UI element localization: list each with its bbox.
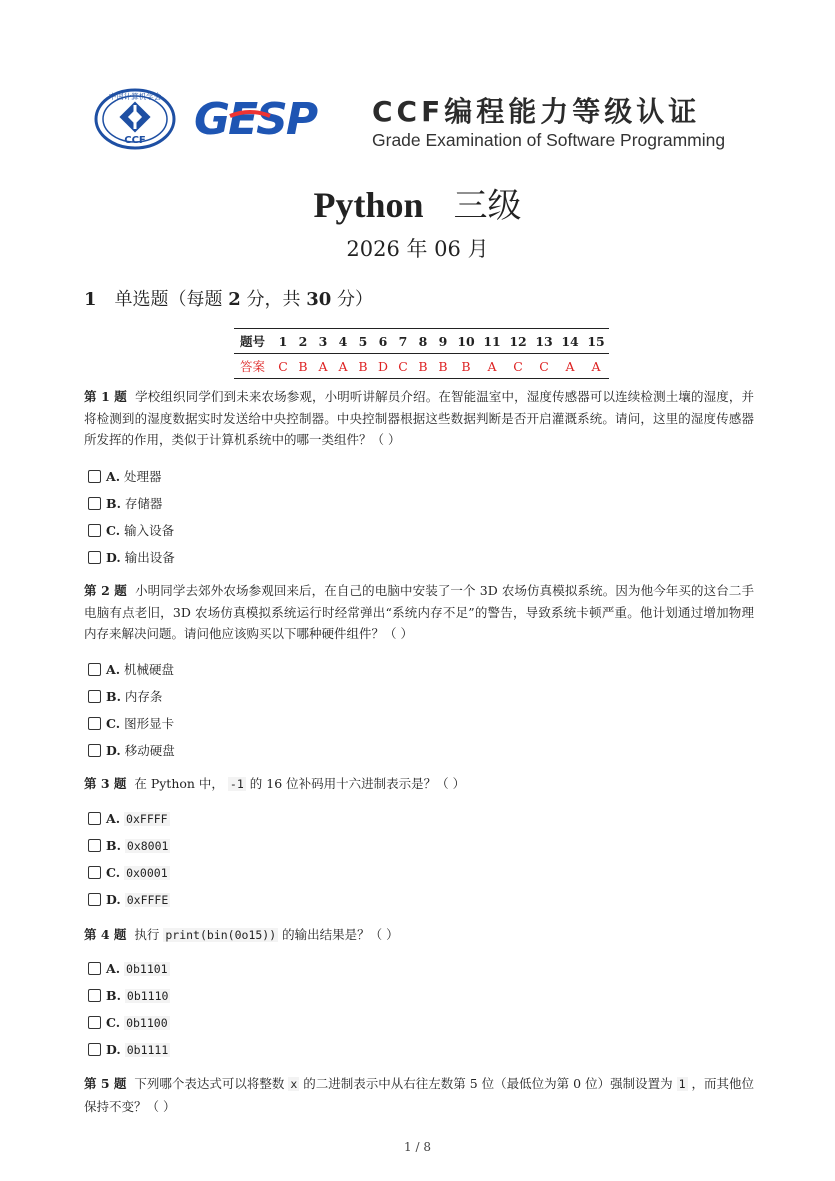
- option-text: 图形显卡: [124, 716, 175, 731]
- checkbox-icon[interactable]: [88, 1043, 101, 1056]
- option-letter: C.: [106, 1015, 121, 1030]
- option-text: 输入设备: [124, 523, 175, 538]
- q1-option-d[interactable]: [88, 549, 175, 567]
- answer-table-number: 5: [353, 329, 373, 354]
- question-text-pre: 在 Python 中，: [134, 776, 224, 791]
- option-code: 0x8001: [126, 839, 169, 853]
- answer-table-answer: A: [333, 354, 353, 379]
- option-code: 0xFFFE: [126, 893, 169, 907]
- q4-option-c[interactable]: [88, 1014, 170, 1032]
- answer-table-answer: B: [353, 354, 373, 379]
- gesp-logo: [192, 94, 352, 144]
- option-letter: B.: [106, 496, 121, 511]
- cert-title: CCF编程能力等级认证: [372, 95, 701, 128]
- option-letter: B.: [106, 838, 121, 853]
- title-level: 三级: [453, 186, 522, 226]
- option-text: 处理器: [124, 469, 162, 484]
- section-number: 1: [84, 289, 97, 310]
- answer-table-answer: C: [393, 354, 413, 379]
- section-post: 分）: [331, 289, 374, 310]
- option-letter: C.: [106, 716, 121, 731]
- inline-code: print(bin(0o15)): [165, 928, 277, 942]
- question-2: [84, 580, 754, 645]
- question-4: [84, 924, 754, 947]
- checkbox-icon[interactable]: [88, 663, 101, 676]
- option-letter: A.: [106, 961, 121, 976]
- page-header: [92, 86, 752, 156]
- q3-option-a[interactable]: [88, 810, 170, 828]
- option-letter: D.: [106, 1042, 121, 1057]
- answer-table: [234, 328, 609, 379]
- option-code: 0b1111: [126, 1043, 169, 1057]
- q3-option-d[interactable]: [88, 891, 170, 909]
- answer-table-number: 14: [557, 329, 583, 354]
- option-code: 0xFFFF: [126, 812, 168, 826]
- question-text-post: ，而其他位保持不变？（ ）: [84, 1076, 755, 1114]
- answer-table-number: 11: [479, 329, 505, 354]
- checkbox-icon[interactable]: [88, 962, 101, 975]
- option-letter: B.: [106, 988, 121, 1003]
- question-label: 第 2 题: [84, 583, 127, 598]
- option-letter: A.: [106, 662, 121, 677]
- answer-table-answer: C: [273, 354, 293, 379]
- answer-table-number: 4: [333, 329, 353, 354]
- checkbox-icon[interactable]: [88, 497, 101, 510]
- option-text: 内存条: [124, 689, 163, 704]
- answer-table-number: 9: [433, 329, 453, 354]
- q2-option-b[interactable]: [88, 688, 162, 706]
- option-text: 移动硬盘: [124, 743, 175, 758]
- answer-table-answer: A: [583, 354, 609, 379]
- ccf-logo-text: 中国计算机学会: [108, 92, 162, 101]
- question-text-pre: 执行: [134, 927, 160, 942]
- option-letter: A.: [106, 811, 121, 826]
- section-pre: 单选题（每题: [114, 289, 229, 310]
- q4-option-b[interactable]: [88, 987, 170, 1005]
- answer-table-number: 15: [583, 329, 609, 354]
- q1-option-b[interactable]: [88, 495, 162, 513]
- answer-table-answer: C: [531, 354, 557, 379]
- answer-table-number: 10: [453, 329, 479, 354]
- q2-option-d[interactable]: [88, 742, 175, 760]
- option-letter: B.: [106, 689, 121, 704]
- option-letter: C.: [106, 865, 121, 880]
- question-label: 第 4 题: [84, 927, 127, 942]
- question-text: 小明同学去郊外农场参观回来后，在自己的电脑中安装了一个 3D 农场仿真模拟系统。因为他今年买的这台二手电脑有点老旧，3D 农场仿真模拟系统运行时经常弹出“系统内存不足”的警告，导致系统卡顿严重。他计划通过增加物理内存来解决问题。请问他应该购买以下哪种硬件组件？（ ）: [84, 583, 755, 641]
- answer-table-number: 6: [373, 329, 393, 354]
- inline-code: -1: [229, 777, 244, 791]
- ccf-logo-abbr: CCF: [124, 135, 146, 146]
- q4-option-d[interactable]: [88, 1041, 170, 1059]
- question-text: 学校组织同学们到未来农场参观，小明听讲解员介绍。在智能温室中，湿度传感器可以连续检测土壤的湿度，并将检测到的湿度数据实时发送给中央控制器。中央控制器根据这些数据判断是否开启灌溉系统。请问，这里的湿度传感器所发挥的作用，类似于计算机系统中的哪一类组件？（ ）: [84, 389, 754, 447]
- page-title: [0, 178, 835, 227]
- q3-option-b[interactable]: [88, 837, 170, 855]
- inline-code: 1: [678, 1077, 686, 1091]
- answer-table-number: 3: [313, 329, 333, 354]
- option-letter: C.: [106, 523, 121, 538]
- checkbox-icon[interactable]: [88, 551, 101, 564]
- option-letter: D.: [106, 550, 121, 565]
- option-text: 存储器: [124, 496, 163, 511]
- question-text-post: 的 16 位补码用十六进制表示是？（ ）: [249, 776, 466, 791]
- page-number: 1 / 8: [404, 1140, 431, 1154]
- q3-option-c[interactable]: [88, 864, 170, 882]
- answer-table-answer: B: [413, 354, 433, 379]
- checkbox-icon[interactable]: [88, 690, 101, 703]
- answer-table-number: 7: [393, 329, 413, 354]
- answer-table-answer: A: [557, 354, 583, 379]
- q1-option-a[interactable]: [88, 468, 162, 486]
- option-code: 0b1100: [126, 1016, 168, 1030]
- q2-option-c[interactable]: [88, 715, 174, 733]
- option-text: 输出设备: [124, 550, 175, 565]
- option-code: 0x0001: [126, 866, 168, 880]
- q2-option-a[interactable]: [88, 661, 174, 679]
- question-label: 第 1 题: [84, 389, 127, 404]
- question-1: [84, 386, 754, 451]
- question-5: [84, 1073, 754, 1117]
- answer-table-number: 1: [273, 329, 293, 354]
- checkbox-icon[interactable]: [88, 989, 101, 1002]
- answer-table-answer: A: [313, 354, 333, 379]
- checkbox-icon[interactable]: [88, 744, 101, 757]
- option-letter: D.: [106, 743, 121, 758]
- question-label: 第 3 题: [84, 776, 127, 791]
- option-text: 机械硬盘: [124, 662, 175, 677]
- option-letter: A.: [106, 469, 121, 484]
- answer-table-header-label: 题号: [234, 329, 273, 354]
- answer-table-answer: A: [479, 354, 505, 379]
- question-text-mid: 的二进制表示中从右往左数第 5 位（最低位为第 0 位）强制设置为: [303, 1076, 673, 1091]
- checkbox-icon[interactable]: [88, 812, 101, 825]
- answer-table-answer: B: [293, 354, 313, 379]
- question-label: 第 5 题: [84, 1076, 127, 1091]
- answer-table-number: 2: [293, 329, 313, 354]
- q4-option-a[interactable]: [88, 960, 170, 978]
- answer-table-answer: D: [373, 354, 393, 379]
- checkbox-icon[interactable]: [88, 524, 101, 537]
- answer-table-number: 12: [505, 329, 531, 354]
- question-text-pre: 下列哪个表达式可以将整数: [134, 1076, 285, 1091]
- checkbox-icon[interactable]: [88, 866, 101, 879]
- option-letter: D.: [106, 892, 121, 907]
- checkbox-icon[interactable]: [88, 717, 101, 730]
- section-mid: 分，共: [240, 289, 307, 310]
- answer-table-number: 8: [413, 329, 433, 354]
- section-total: 30: [306, 289, 332, 310]
- exam-date: 2026 年 06 月: [346, 237, 489, 261]
- title-language: Python: [313, 185, 424, 225]
- question-3: [84, 773, 754, 796]
- question-text-post: 的输出结果是？（ ）: [282, 927, 399, 942]
- section-points: 2: [228, 289, 241, 310]
- checkbox-icon[interactable]: [88, 470, 101, 483]
- q1-option-c[interactable]: [88, 522, 174, 540]
- section-heading: [84, 285, 373, 311]
- ccf-logo: [94, 88, 176, 150]
- answer-table-answer-label: 答案: [234, 354, 273, 379]
- gesp-logo-text: GESP: [194, 94, 317, 144]
- option-code: 0b1110: [126, 989, 169, 1003]
- answer-table-number: 13: [531, 329, 557, 354]
- option-code: 0b1101: [126, 962, 168, 976]
- checkbox-icon[interactable]: [88, 893, 101, 906]
- checkbox-icon[interactable]: [88, 839, 101, 852]
- checkbox-icon[interactable]: [88, 1016, 101, 1029]
- cert-subtitle: Grade Examination of Software Programming: [372, 130, 726, 150]
- answer-table-answer: B: [433, 354, 453, 379]
- answer-table-answer: B: [453, 354, 479, 379]
- inline-code: x: [290, 1077, 298, 1091]
- answer-table-answer: C: [505, 354, 531, 379]
